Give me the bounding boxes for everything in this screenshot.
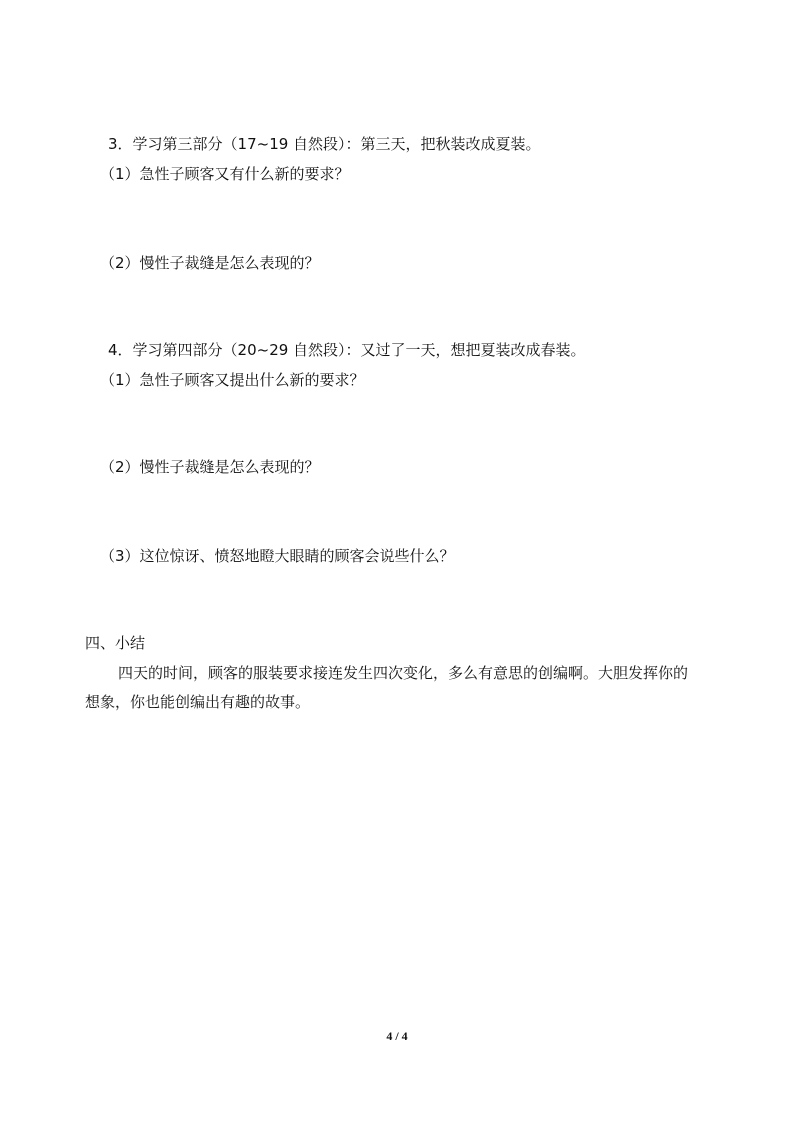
section-4-question-2: （2）慢性子裁缝是怎么表现的？	[100, 458, 320, 476]
section-4-heading: 4．学习第四部分（20~29 自然段）：又过了一天，想把夏装改成春装。	[108, 341, 586, 359]
section-3-question-2: （2）慢性子裁缝是怎么表现的？	[100, 254, 320, 272]
section-3-question-1: （1）急性子顾客又有什么新的要求？	[100, 165, 350, 183]
section-3-heading: 3．学习第三部分（17~19 自然段）：第三天，把秋装改成夏装。	[108, 135, 541, 153]
summary-title: 四、小结	[85, 634, 146, 652]
summary-paragraph-line-1: 四天的时间，顾客的服装要求接连发生四次变化，多么有意思的创编啊。大胆发挥你的	[118, 664, 689, 682]
section-4-question-3: （3）这位惊讶、愤怒地瞪大眼睛的顾客会说些什么？	[100, 547, 455, 565]
summary-paragraph-line-2: 想象，你也能创编出有趣的故事。	[85, 693, 311, 711]
page-number: 4 / 4	[386, 1029, 408, 1043]
section-4-question-1: （1）急性子顾客又提出什么新的要求？	[100, 371, 365, 389]
